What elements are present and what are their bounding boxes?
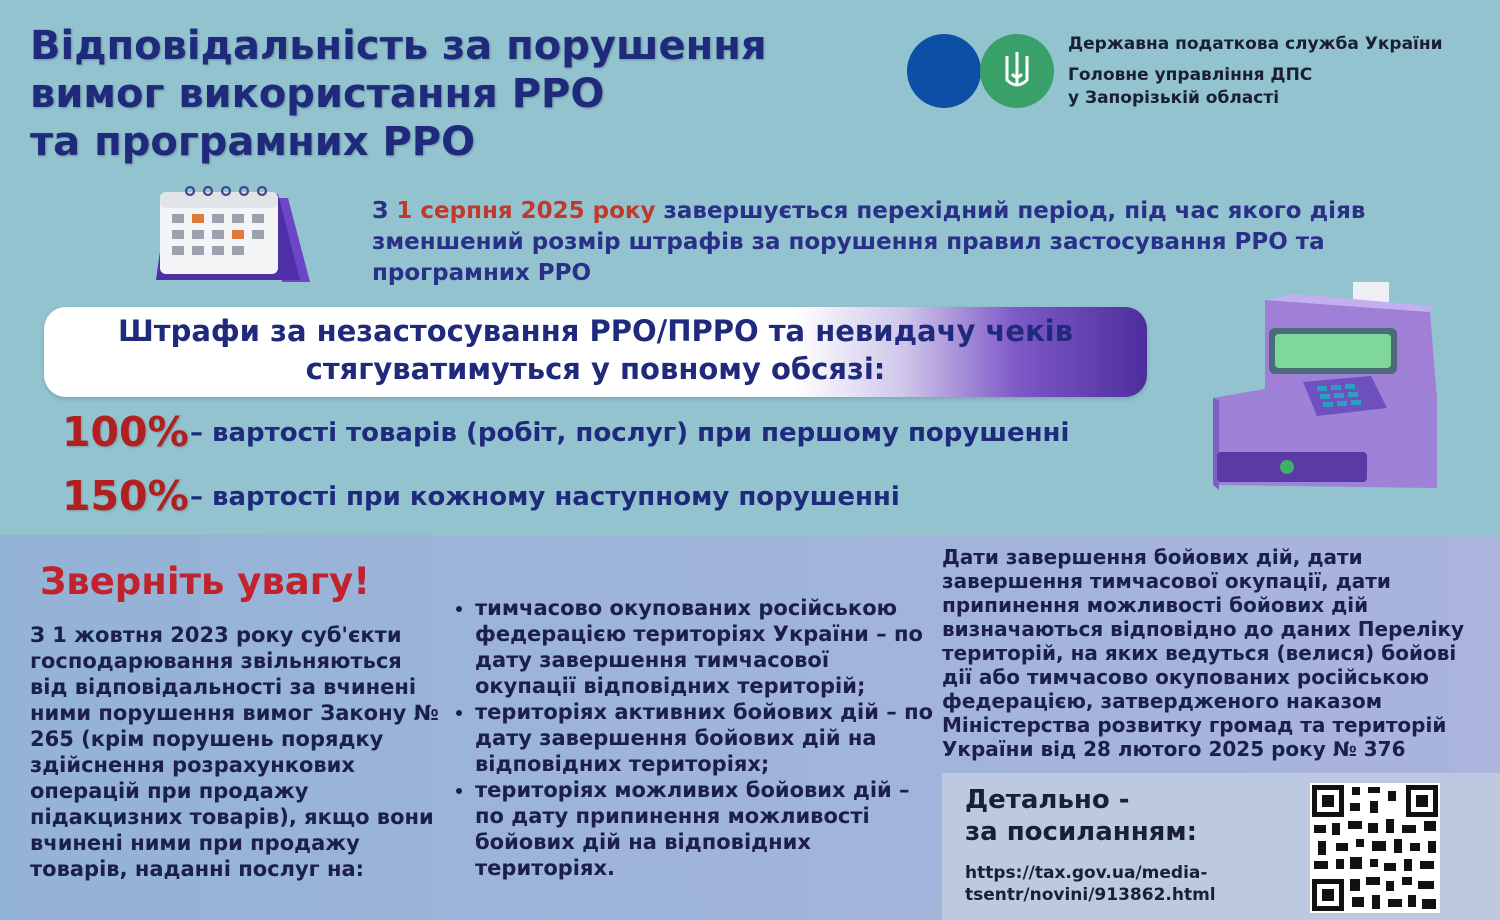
fine-percent-2: 150% bbox=[62, 472, 189, 520]
list-item: • тимчасово окупованих російською федерацією територіях України – по дату завершення тимчасової окупації відповідних територій; bbox=[475, 595, 935, 699]
title-line-2: вимог використання РРО bbox=[30, 71, 605, 117]
intro-date-highlight: 1 серпня 2025 року bbox=[396, 198, 656, 224]
page-title bbox=[30, 22, 890, 166]
calendar-icon bbox=[150, 180, 315, 290]
fine-percent-1: 100% bbox=[62, 408, 189, 456]
link-label-line-1: Детально - bbox=[965, 785, 1130, 815]
link-url-line-2: tsentr/novini/913862.html bbox=[965, 885, 1216, 905]
cash-register-icon bbox=[1205, 280, 1445, 500]
attention-text: З 1 жовтня 2023 року суб'єкти господарювання звільняються від відповідальності за вчинені ними порушення вимог Закону № 265 (крім порушень порядку здійснення розрахункових операцій при продажу підакцизних товарів), якщо вони вчинені ними при продажу товарів, наданні послуг на: bbox=[30, 623, 439, 881]
title-line-3: та програмних РРО bbox=[30, 119, 476, 165]
link-label bbox=[965, 784, 1265, 848]
org-name: Державна податкова служба України bbox=[1068, 34, 1443, 54]
link-label-line-2: за посиланням: bbox=[965, 817, 1198, 847]
attention-heading: Зверніть увагу! bbox=[40, 560, 371, 603]
logo-green-circle bbox=[980, 34, 1054, 108]
org-unit-line-2: у Запорізькій області bbox=[1068, 88, 1280, 108]
fines-heading-line-1: Штрафи за незастосування РРО/ПРРО та невидачу чеків bbox=[117, 314, 1074, 348]
intro-body: завершується перехідний період, під час якого діяв зменшений розмір штрафів за порушення правил застосування РРО та програмних РРО bbox=[372, 198, 1366, 286]
fines-heading-line-2: стягуватимуться у повному обсязі: bbox=[305, 352, 886, 386]
fines-heading bbox=[44, 312, 1147, 388]
list-item: • територіях активних бойових дій – по дату завершення бойових дій на відповідних територіях; bbox=[475, 699, 935, 777]
dates-note: Дати завершення бойових дій, дати завершення тимчасової окупації, дати припинення можливості бойових дій визначаються відповідно до даних Переліку територій, на яких ведуться (велися) бойові дії або тимчасово окупованих російською федерацією, затвердженого наказом Міністерства розвитку громад та територій України від 28 лютого 2025 року № 376 bbox=[942, 545, 1465, 761]
link-url-line-1: https://tax.gov.ua/media- bbox=[965, 863, 1208, 883]
title-line-1: Відповідальність за порушення bbox=[30, 23, 767, 69]
territories-list bbox=[450, 595, 935, 881]
fine-desc-1: – вартості товарів (робіт, послуг) при першому порушенні bbox=[190, 418, 1070, 448]
fine-desc-2: – вартості при кожному наступному порушенні bbox=[190, 482, 900, 512]
list-item: • територіях можливих бойових дій – по дату припинення можливості бойових дій на відповідних територіях. bbox=[475, 777, 935, 881]
logo-blue-circle bbox=[907, 34, 981, 108]
intro-text bbox=[372, 196, 1462, 289]
tryzub-icon bbox=[980, 34, 1054, 108]
org-unit-line-1: Головне управління ДПС bbox=[1068, 65, 1313, 85]
qr-code-icon[interactable] bbox=[1310, 783, 1440, 913]
intro-prefix: З bbox=[372, 198, 397, 224]
link-url[interactable] bbox=[965, 862, 1255, 906]
